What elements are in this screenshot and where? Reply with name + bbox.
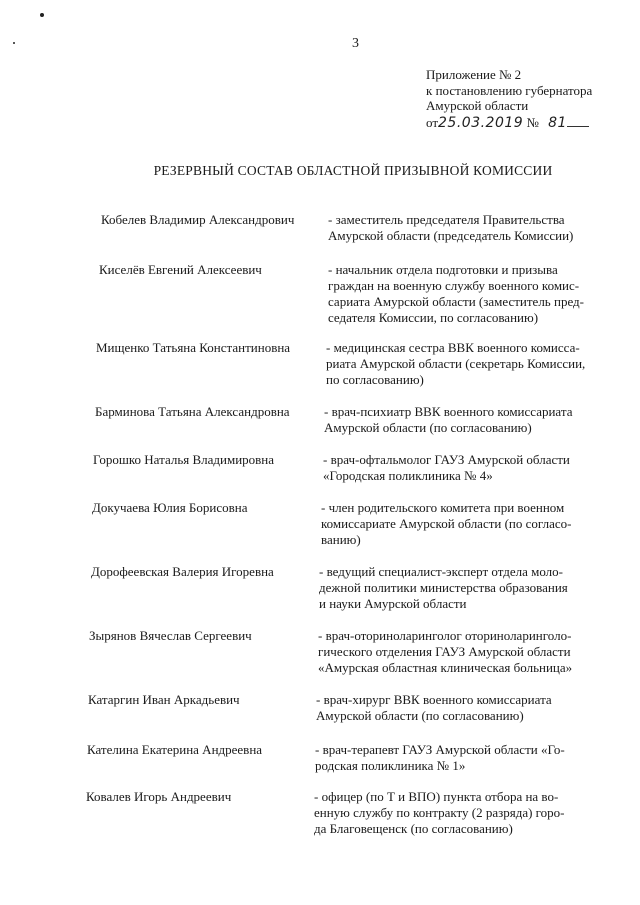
role-line: Амурской области (председатель Комиссии) <box>328 228 574 243</box>
role-line: енную службу по контракту (2 разряда) горо- <box>314 805 565 820</box>
appendix-line: к постановлению губернатора <box>426 82 593 98</box>
member-role <box>319 564 605 612</box>
role-line: риата Амурской области (секретарь Комиссии, <box>326 356 586 371</box>
role-line: ванию) <box>321 532 361 547</box>
underline-blank <box>567 114 589 127</box>
member-name: Кобелев Владимир Александрович <box>101 212 295 227</box>
scan-speck <box>40 13 44 17</box>
role-line: «Городская поликлиника № 4» <box>323 468 493 483</box>
role-line: - заместитель председателя Правительства <box>328 212 565 227</box>
role-line: - врач-терапевт ГАУЗ Амурской области «Го- <box>315 742 565 757</box>
member-role <box>328 212 611 244</box>
member-role <box>324 404 608 436</box>
member-name: Барминова Татьяна Александровна <box>95 404 290 419</box>
role-line: седателя Комиссии, по согласованию) <box>328 310 539 325</box>
role-line: дежной политики министерства образования <box>319 580 568 595</box>
role-line: - офицер (по Т и ВПО) пункта отбора на во- <box>314 789 559 804</box>
role-line: - врач-офтальмолог ГАУЗ Амурской области <box>323 452 570 467</box>
number-prefix: № <box>526 114 539 130</box>
role-line: - член родительского комитета при военном <box>321 500 565 515</box>
role-line: - врач-психиатр ВВК военного комиссариата <box>324 404 573 419</box>
appendix-date-line <box>426 114 592 132</box>
member-name: Зырянов Вячеслав Сергеевич <box>89 628 252 643</box>
role-line: «Амурская областная клиническая больница» <box>318 660 573 675</box>
role-line: по согласованию) <box>326 372 424 387</box>
member-role <box>314 789 603 837</box>
role-line: комиссариате Амурской области (по согласо- <box>321 516 572 531</box>
appendix-line: Приложение № 2 <box>426 67 522 82</box>
member-role <box>328 262 611 326</box>
role-line: - ведущий специалист-эксперт отдела моло- <box>319 564 563 579</box>
scan-speck <box>13 42 15 44</box>
role-line: и науки Амурской области <box>319 596 467 611</box>
member-name: Мищенко Татьяна Константиновна <box>96 340 291 355</box>
role-line: Амурской области (по согласованию) <box>316 708 524 723</box>
appendix-line: Амурской области <box>426 98 529 113</box>
handwritten-date: 25.03.2019 <box>438 114 524 131</box>
member-name: Докучаева Юлия Борисовна <box>92 500 248 515</box>
member-role <box>318 628 605 676</box>
handwritten-number: 81 <box>548 114 567 131</box>
member-role <box>316 692 604 724</box>
role-line: гического отделения ГАУЗ Амурской области <box>318 644 571 659</box>
page-number: 3 <box>352 36 359 51</box>
date-prefix: от <box>426 114 439 130</box>
member-role <box>315 742 603 774</box>
role-line: Амурской области (по согласованию) <box>324 420 532 435</box>
member-role <box>323 452 607 484</box>
member-role <box>321 500 606 548</box>
role-line: да Благовещенск (по согласованию) <box>314 821 513 836</box>
member-name: Киселёв Евгений Алексеевич <box>99 262 262 277</box>
role-line: - врач-оториноларинголог оториноларинголо- <box>318 628 572 643</box>
member-name: Дорофеевская Валерия Игоревна <box>91 564 274 579</box>
role-line: родская поликлиника № 1» <box>315 758 466 773</box>
role-line: - врач-хирург ВВК военного комиссариата <box>316 692 552 707</box>
document-title: РЕЗЕРВНЫЙ СОСТАВ ОБЛАСТНОЙ ПРИЗЫВНОЙ КОМИССИИ <box>153 163 553 178</box>
role-line: - начальник отдела подготовки и призыва <box>328 262 558 277</box>
appendix-header <box>426 67 592 131</box>
role-line: - медицинская сестра ВВК военного комисса- <box>326 340 580 355</box>
member-name: Горошко Наталья Владимировна <box>93 452 275 467</box>
member-name: Кателина Екатерина Андреевна <box>87 742 263 757</box>
role-line: сариата Амурской области (заместитель пред- <box>328 294 584 309</box>
member-name: Катаргин Иван Аркадьевич <box>88 692 240 707</box>
member-role <box>326 340 610 388</box>
member-name: Ковалев Игорь Андреевич <box>86 789 232 804</box>
role-line: граждан на военную службу военного комис- <box>328 278 580 293</box>
